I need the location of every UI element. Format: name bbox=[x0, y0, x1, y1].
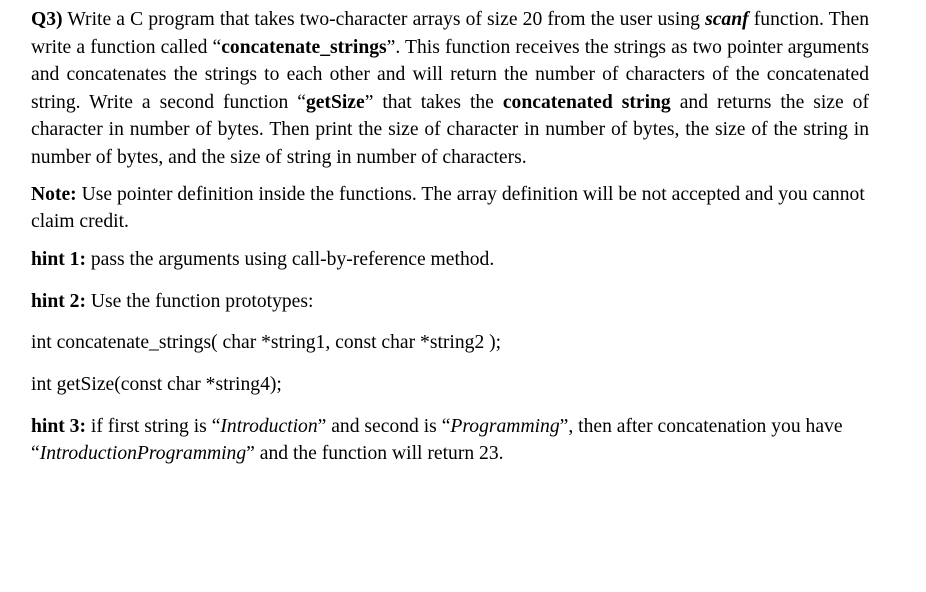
hint-3-text-1: if first string is “ bbox=[85, 415, 221, 437]
document-page bbox=[31, 6, 869, 468]
note-text: Use pointer definition inside the functions. The array definition will be not accepted and you cannot claim credit. bbox=[31, 183, 865, 233]
hint-3-example-result: IntroductionProgramming bbox=[39, 443, 247, 465]
concatenated-string-term: concatenated string bbox=[502, 91, 671, 113]
question-text-3: ”. This function receives the strings as two pointer arguments and concatenates the strings to each other and will return the number of characters of the concatenated string. Write a second function “ bbox=[31, 36, 869, 113]
question-text-1: Write a C program that takes two-character arrays of size 20 from the user using bbox=[62, 9, 706, 30]
hint-2-label: hint 2: bbox=[31, 290, 86, 312]
hint-2-paragraph bbox=[31, 288, 869, 316]
question-text-4: ” that takes the bbox=[364, 91, 503, 113]
hint-2-text: Use the function prototypes: bbox=[85, 290, 314, 312]
question-text-2: function. Then write a function called “ bbox=[31, 9, 869, 58]
hint-3-paragraph bbox=[31, 413, 869, 468]
prototype-getsize: int getSize(const char *string4); bbox=[31, 374, 282, 396]
hint-3-example-string-1: Introduction bbox=[220, 415, 318, 437]
question-paragraph bbox=[31, 6, 869, 172]
hint-3-text-2: ” and second is “ bbox=[317, 415, 451, 437]
note-label: Note: bbox=[31, 183, 77, 205]
question-text-5: and returns the size of character in number of bytes. Then print the size of character in number of bytes, the size of the string in number of bytes, and the size of string in number of characters. bbox=[31, 91, 869, 168]
hint-3-text-4: ” and the function will return 23. bbox=[246, 443, 504, 465]
hint-1-label: hint 1: bbox=[31, 248, 86, 270]
function-name-concatenate: concatenate_strings bbox=[221, 36, 387, 58]
prototype-concatenate-strings: int concatenate_strings( char *string1, const char *string2 ); bbox=[31, 332, 502, 354]
function-name-getsize: getSize bbox=[305, 91, 365, 113]
scanf-keyword: scanf bbox=[705, 9, 749, 30]
hint-3-label: hint 3: bbox=[31, 415, 86, 437]
hint-3-text-3: ”, then after concatenation you have “ bbox=[31, 415, 843, 465]
hint-1-text: pass the arguments using call-by-reference method. bbox=[85, 248, 495, 270]
hint-3-example-string-2: Programming bbox=[450, 415, 560, 437]
question-label: Q3) bbox=[31, 9, 63, 30]
hint-1-paragraph bbox=[31, 246, 869, 274]
note-paragraph bbox=[31, 181, 869, 236]
